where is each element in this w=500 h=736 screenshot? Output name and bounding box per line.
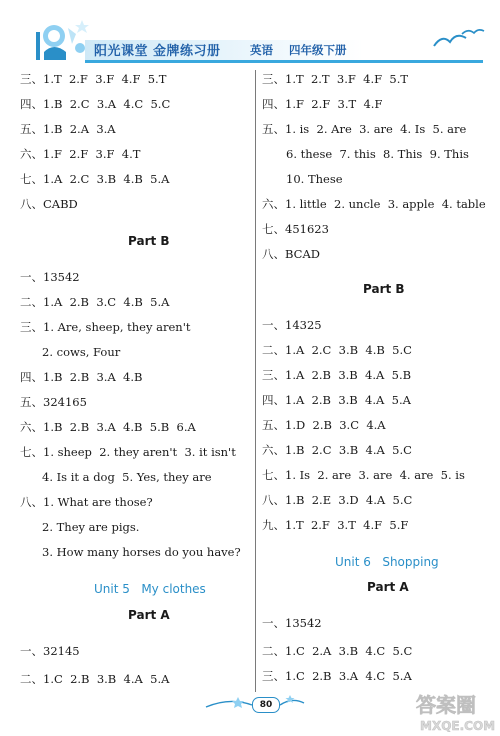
- answer-line: 一、32145: [20, 644, 80, 658]
- svg-text:MXQE.COM: MXQE.COM: [420, 719, 496, 733]
- answer-line: 三、1. Are, sheep, they aren't: [20, 320, 191, 334]
- section-heading: Part A: [128, 608, 170, 622]
- answer-line: 六、1.B 2.B 3.A 4.B 5.B 6.A: [20, 420, 196, 434]
- answer-line: 四、1.B 2.C 3.A 4.C 5.C: [20, 97, 171, 111]
- answer-line: 二、1.C 2.A 3.B 4.C 5.C: [262, 644, 413, 658]
- answer-line: 六、1. little 2. uncle 3. apple 4. table: [262, 197, 486, 211]
- answer-line: 五、324165: [20, 395, 87, 409]
- answer-line: 八、CABD: [20, 197, 78, 211]
- answer-line: 七、1. sheep 2. they aren't 3. it isn't: [20, 445, 236, 459]
- svg-text:答案圈: 答案圈: [416, 693, 476, 717]
- answer-line: 一、13542: [262, 616, 322, 630]
- answer-line: 三、1.T 2.T 3.F 4.F 5.T: [262, 72, 409, 86]
- answer-line: 三、1.T 2.F 3.F 4.F 5.T: [20, 72, 167, 86]
- answer-line: 四、1.F 2.F 3.T 4.F: [262, 97, 383, 111]
- answer-line: 七、1. Is 2. are 3. are 4. are 5. is: [262, 468, 465, 482]
- answer-line: 6. these 7. this 8. This 9. This: [286, 147, 469, 161]
- answer-line: 七、451623: [262, 222, 329, 236]
- section-heading: Part B: [128, 234, 170, 248]
- answer-line: 一、14325: [262, 318, 322, 332]
- answer-line: 七、1.A 2.C 3.B 4.B 5.A: [20, 172, 170, 186]
- sunshine-classroom-logo-icon: [30, 18, 92, 60]
- answer-line: 二、1.A 2.C 3.B 4.B 5.C: [262, 343, 412, 357]
- answer-line: 三、1.C 2.B 3.A 4.C 5.A: [262, 669, 412, 683]
- answer-line: 八、BCAD: [262, 247, 320, 261]
- answer-line: 五、1.D 2.B 3.C 4.A: [262, 418, 386, 432]
- answer-line: 九、1.T 2.F 3.T 4.F 5.F: [262, 518, 409, 532]
- section-heading: Part A: [367, 580, 409, 594]
- answer-line: 二、1.C 2.B 3.B 4.A 5.A: [20, 672, 170, 686]
- answer-line: 八、1. What are those?: [20, 495, 153, 509]
- answer-line: 八、1.B 2.E 3.D 4.A 5.C: [262, 493, 413, 507]
- answer-line: 2. They are pigs.: [42, 520, 140, 534]
- answer-line: 10. These: [286, 172, 343, 186]
- answer-line: 四、1.A 2.B 3.B 4.A 5.A: [262, 393, 411, 407]
- unit-title: Unit 5 My clothes: [94, 582, 206, 596]
- column-divider: [255, 70, 256, 692]
- answer-line: 一、13542: [20, 270, 80, 284]
- answer-line: 六、1.F 2.F 3.F 4.T: [20, 147, 141, 161]
- subject-label: 英语: [250, 43, 273, 57]
- page-number: 80: [252, 697, 280, 713]
- answer-line: 2. cows, Four: [42, 345, 121, 359]
- unit-title: Unit 6 Shopping: [335, 555, 439, 569]
- answer-line: 二、1.A 2.B 3.C 4.B 5.A: [20, 295, 170, 309]
- answer-line: 六、1.B 2.C 3.B 4.A 5.C: [262, 443, 412, 457]
- birds-decoration-icon: [432, 26, 488, 52]
- grade-label: 四年级下册: [289, 43, 347, 57]
- answer-line: 4. Is it a dog 5. Yes, they are: [42, 470, 212, 484]
- answer-line: 四、1.B 2.B 3.A 4.B: [20, 370, 143, 384]
- page-header: [0, 0, 500, 62]
- answer-line: 三、1.A 2.B 3.B 4.A 5.B: [262, 368, 412, 382]
- answer-line: 五、1. is 2. Are 3. are 4. Is 5. are: [262, 122, 467, 136]
- watermark-logo: [412, 688, 498, 734]
- section-heading: Part B: [363, 282, 405, 296]
- answer-line: 五、1.B 2.A 3.A: [20, 122, 116, 136]
- answer-line: 3. How many horses do you have?: [42, 545, 241, 559]
- book-title: 阳光课堂 金牌练习册: [94, 44, 221, 59]
